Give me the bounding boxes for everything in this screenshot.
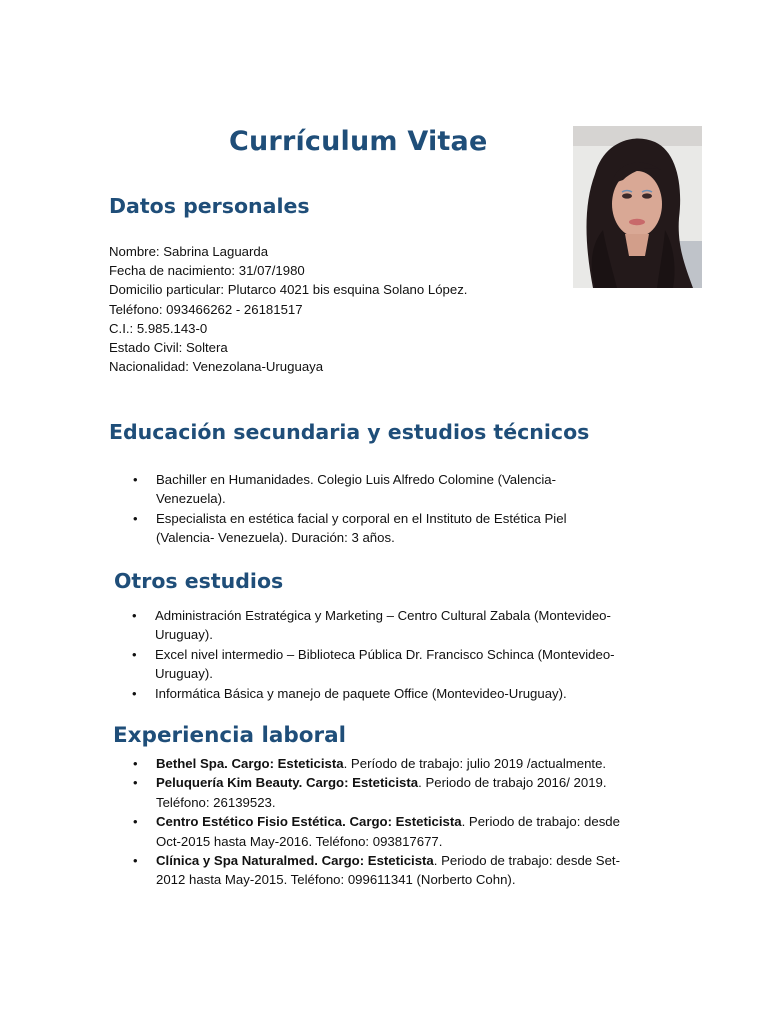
list-item: • Informática Básica y manejo de paquete Office (Montevideo-Uruguay). — [109, 684, 619, 703]
portrait-photo — [573, 126, 702, 288]
education-list — [110, 470, 620, 548]
bullet-icon: • — [132, 685, 137, 701]
personal-phone: Teléfono: 093466262 - 26181517 — [109, 301, 303, 317]
list-item: • Bachiller en Humanidades. Colegio Luis Alfredo Colomine (Valencia-Venezuela). — [133, 472, 556, 507]
personal-address: Domicilio particular: Plutarco 4021 bis esquina Solano López. — [109, 282, 468, 298]
list-item: • Bethel Spa. Cargo: Esteticista. Período de trabajo: julio 2019 /actualmente. — [110, 754, 635, 773]
other-studies-list — [109, 606, 619, 703]
list-item: • Especialista en estética facial y corporal en el Instituto de Estética Piel (Valencia- Venezuela). Duración: 3 años. — [133, 510, 567, 546]
bullet-icon: • — [133, 814, 138, 830]
work-experience-heading: Experiencia laboral — [113, 723, 347, 748]
education-heading: Educación secundaria y estudios técnicos — [109, 420, 590, 444]
bullet-icon: • — [132, 646, 137, 662]
portrait-icon — [573, 126, 702, 288]
personal-nationality: Nacionalidad: Venezolana-Uruguaya — [109, 359, 324, 375]
personal-name: Nombre: Sabrina Laguarda — [109, 244, 269, 259]
work-experience-list — [110, 754, 635, 890]
list-item: • Excel nivel intermedio – Biblioteca Pública Dr. Francisco Schinca (Montevideo-Uruguay). — [132, 646, 615, 682]
bullet-icon: • — [133, 853, 138, 869]
personal-data-list — [109, 242, 467, 376]
list-item: • Clínica y Spa Naturalmed. Cargo: Esteticista. Periodo de trabajo: desde Set-2012 hasta May-2015. Teléfono: 099611341 (Norberto Cohn). — [133, 853, 620, 888]
personal-birthdate: Fecha de nacimiento: 31/07/1980 — [109, 263, 305, 279]
personal-civil-status: Estado Civil: Soltera — [109, 340, 228, 356]
bullet-icon: • — [133, 510, 138, 526]
bullet-icon: • — [133, 472, 138, 487]
list-item: • Peluquería Kim Beauty. Cargo: Esteticista. Periodo de trabajo 2016/ 2019. Teléfono: 26139523. — [133, 775, 607, 810]
personal-id: C.I.: 5.985.143-0 — [109, 320, 208, 336]
bullet-icon: • — [133, 756, 138, 771]
list-item: • Administración Estratégica y Marketing – Centro Cultural Zabala (Montevideo-Uruguay). — [132, 608, 611, 643]
bullet-icon: • — [132, 608, 137, 623]
personal-data-heading: Datos personales — [109, 194, 310, 218]
page-title: Currículum Vitae — [229, 126, 488, 157]
bullet-icon: • — [133, 775, 138, 791]
list-item: • Centro Estético Fisio Estética. Cargo: Esteticista. Periodo de trabajo: desde Oct-2015 hasta May-2016. Teléfono: 093817677. — [133, 814, 620, 849]
other-studies-heading: Otros estudios — [114, 569, 284, 593]
